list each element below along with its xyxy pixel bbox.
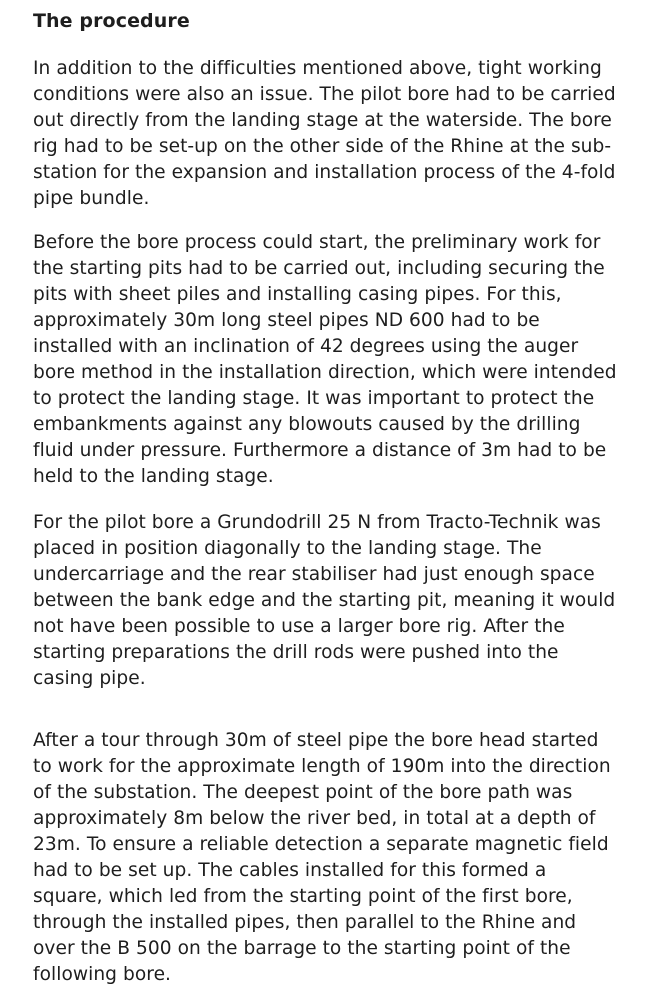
text-line: of the substation. The deepest point of the bore path was	[33, 782, 573, 803]
text-line: fluid under pressure. Furthermore a distance of 3m had to be	[33, 440, 607, 461]
text-line: over the B 500 on the barrage to the starting point of the	[33, 938, 571, 959]
text-line: installed with an inclination of 42 degrees using the auger	[33, 336, 579, 357]
text-line: placed in position diagonally to the landing stage. The	[33, 538, 542, 559]
text-line: station for the expansion and installation process of the 4-fold	[33, 162, 616, 183]
text-line: out directly from the landing stage at the waterside. The bore	[33, 110, 612, 131]
text-line: bore method in the installation direction, which were intended	[33, 362, 617, 383]
text-line: undercarriage and the rear stabiliser had just enough space	[33, 564, 595, 585]
text-line: not have been possible to use a larger bore rig. After the	[33, 616, 565, 637]
text-line: the starting pits had to be carried out, including securing the	[33, 258, 605, 279]
text-line: square, which led from the starting point of the first bore,	[33, 886, 573, 907]
text-line: to protect the landing stage. It was important to protect the	[33, 388, 595, 409]
paragraph-bore-path	[33, 728, 645, 988]
text-line: pipe bundle.	[33, 188, 150, 209]
text-line: conditions were also an issue. The pilot bore had to be carried	[33, 84, 616, 105]
text-line: pits with sheet piles and installing casing pipes. For this,	[33, 284, 562, 305]
text-line: between the bank edge and the starting pit, meaning it would	[33, 590, 616, 611]
text-line: For the pilot bore a Grundodrill 25 N from Tracto-Technik was	[33, 512, 601, 533]
text-line: to work for the approximate length of 190m into the direction	[33, 756, 611, 777]
paragraph-preliminary-work	[33, 230, 645, 490]
text-line: Before the bore process could start, the preliminary work for	[33, 232, 601, 253]
text-line: approximately 30m long steel pipes ND 600 had to be	[33, 310, 540, 331]
text-line: held to the landing stage.	[33, 466, 274, 487]
text-line: approximately 8m below the river bed, in total at a depth of	[33, 808, 596, 829]
text-line: had to be set up. The cables installed for this formed a	[33, 860, 547, 881]
paragraph-working-conditions	[33, 56, 645, 212]
text-line: through the installed pipes, then parallel to the Rhine and	[33, 912, 577, 933]
text-line: casing pipe.	[33, 668, 146, 689]
paragraph-pilot-bore	[33, 510, 645, 692]
text-line: embankments against any blowouts caused by the drilling	[33, 414, 581, 435]
section-heading: The procedure	[33, 10, 190, 32]
text-line: starting preparations the drill rods were pushed into the	[33, 642, 559, 663]
text-line: After a tour through 30m of steel pipe the bore head started	[33, 730, 599, 751]
text-line: following bore.	[33, 964, 172, 985]
text-line: In addition to the difficulties mentioned above, tight working	[33, 58, 602, 79]
text-line: rig had to be set-up on the other side of the Rhine at the sub-	[33, 136, 612, 157]
text-line: 23m. To ensure a reliable detection a separate magnetic field	[33, 834, 609, 855]
